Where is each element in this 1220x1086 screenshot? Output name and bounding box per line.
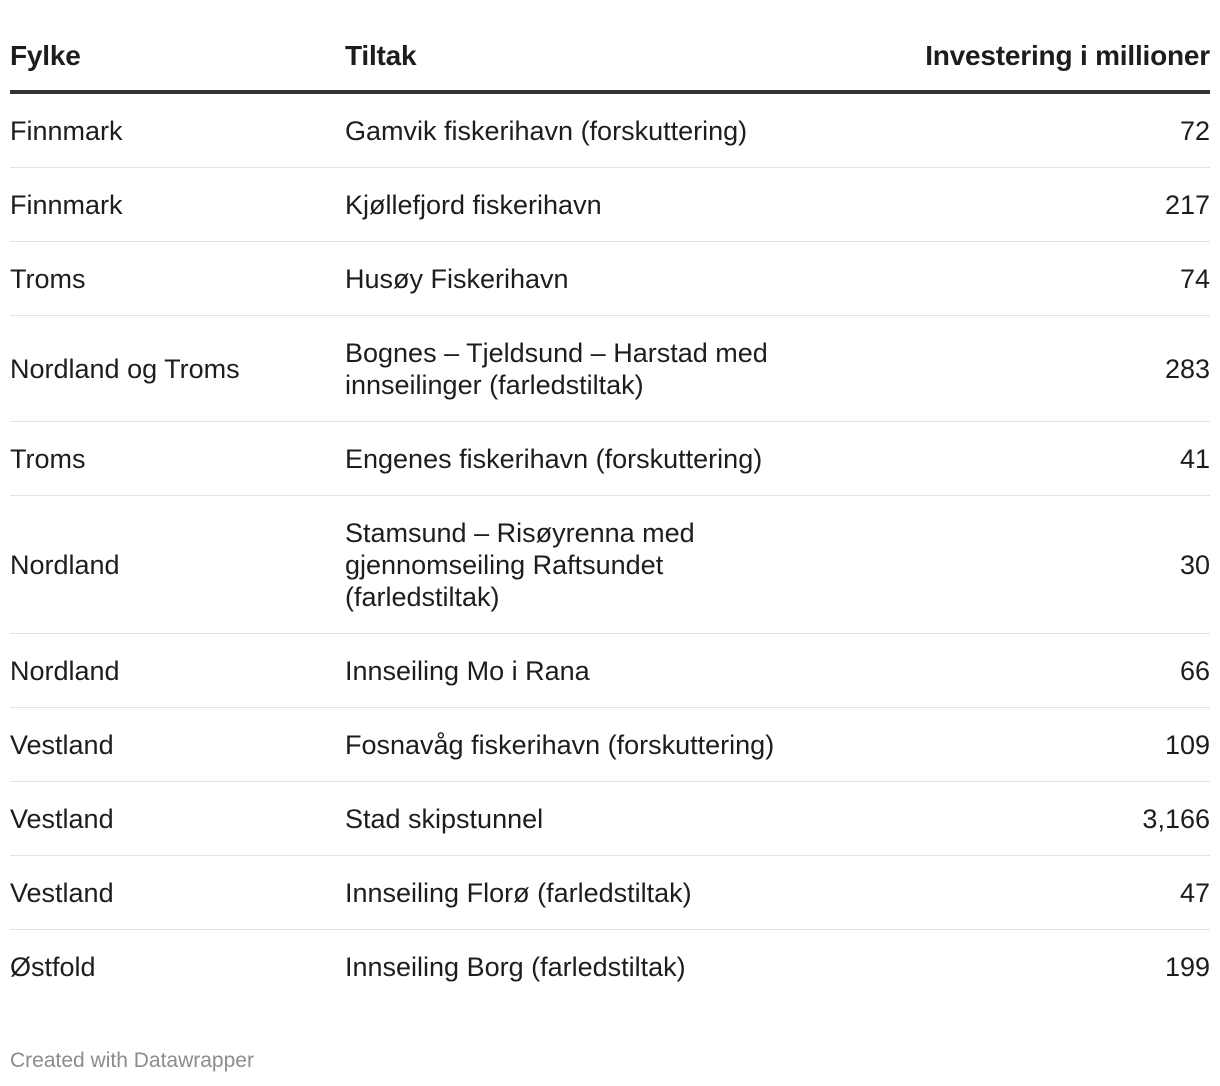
table-row [10, 92, 1210, 168]
footer-credit: Created with Datawrapper [10, 1049, 254, 1072]
cell-fylke: Troms [10, 242, 345, 316]
column-header-tiltak[interactable]: Tiltak [345, 40, 800, 92]
cell-investering: 47 [800, 856, 1210, 930]
cell-investering: 217 [800, 168, 1210, 242]
cell-tiltak-text: Bognes – Tjeldsund – Harstad med innseilinger (farledstiltak) [345, 338, 768, 400]
column-header-investering[interactable]: Investering i millioner [800, 40, 1210, 92]
cell-investering: 3,166 [800, 782, 1210, 856]
cell-tiltak-text: Gamvik fiskerihavn (forskuttering) [345, 116, 748, 146]
table-body [10, 92, 1210, 1003]
table-row [10, 856, 1210, 930]
cell-investering: 30 [800, 496, 1210, 634]
table-row [10, 930, 1210, 1004]
table-row [10, 496, 1210, 634]
cell-tiltak [345, 316, 800, 422]
cell-investering: 41 [800, 422, 1210, 496]
cell-tiltak [345, 782, 800, 856]
cell-investering: 74 [800, 242, 1210, 316]
cell-fylke: Vestland [10, 708, 345, 782]
cell-tiltak-text: Husøy Fiskerihavn [345, 264, 569, 294]
cell-fylke: Nordland [10, 634, 345, 708]
cell-fylke: Troms [10, 422, 345, 496]
table-row [10, 782, 1210, 856]
cell-tiltak [345, 242, 800, 316]
cell-tiltak-text: Innseiling Borg (farledstiltak) [345, 952, 686, 982]
table-row [10, 242, 1210, 316]
table-row [10, 316, 1210, 422]
cell-fylke: Vestland [10, 856, 345, 930]
cell-tiltak [345, 930, 800, 1004]
data-table-container [10, 40, 1210, 1003]
cell-fylke: Vestland [10, 782, 345, 856]
cell-tiltak-text: Engenes fiskerihavn (forskuttering) [345, 444, 763, 474]
table-header [10, 40, 1210, 92]
cell-investering: 199 [1164, 952, 1210, 982]
cell-tiltak [345, 708, 800, 782]
cell-fylke: Østfold [10, 952, 96, 982]
column-header-fylke[interactable]: Fylke [10, 40, 345, 92]
cell-tiltak [345, 496, 800, 634]
cell-investering: 72 [800, 92, 1210, 168]
cell-tiltak [345, 422, 800, 496]
cell-tiltak [345, 92, 800, 168]
cell-investering: 66 [800, 634, 1210, 708]
cell-fylke: Nordland [10, 496, 345, 634]
table-row [10, 422, 1210, 496]
table-row [10, 168, 1210, 242]
cell-tiltak-text: Innseiling Florø (farledstiltak) [345, 878, 692, 908]
cell-tiltak-text: Fosnavåg fiskerihavn (forskuttering) [345, 730, 775, 760]
cell-tiltak-text: Kjøllefjord fiskerihavn [345, 190, 602, 220]
cell-tiltak [345, 168, 800, 242]
cell-investering: 283 [800, 316, 1210, 422]
cell-tiltak-text: Stad skipstunnel [345, 804, 544, 834]
header-row [10, 40, 1210, 92]
cell-tiltak-text: Innseiling Mo i Rana [345, 656, 590, 686]
cell-fylke: Finnmark [10, 92, 345, 168]
cell-tiltak-text: Stamsund – Risøyrenna med gjennomseiling Raftsundet (farledstiltak) [345, 518, 695, 612]
cell-investering: 109 [800, 708, 1210, 782]
cell-tiltak [345, 634, 800, 708]
table-row [10, 634, 1210, 708]
cell-fylke: Finnmark [10, 168, 345, 242]
cell-fylke: Nordland og Troms [10, 316, 345, 422]
table-row [10, 708, 1210, 782]
investment-table [10, 40, 1210, 1003]
cell-tiltak [345, 856, 800, 930]
